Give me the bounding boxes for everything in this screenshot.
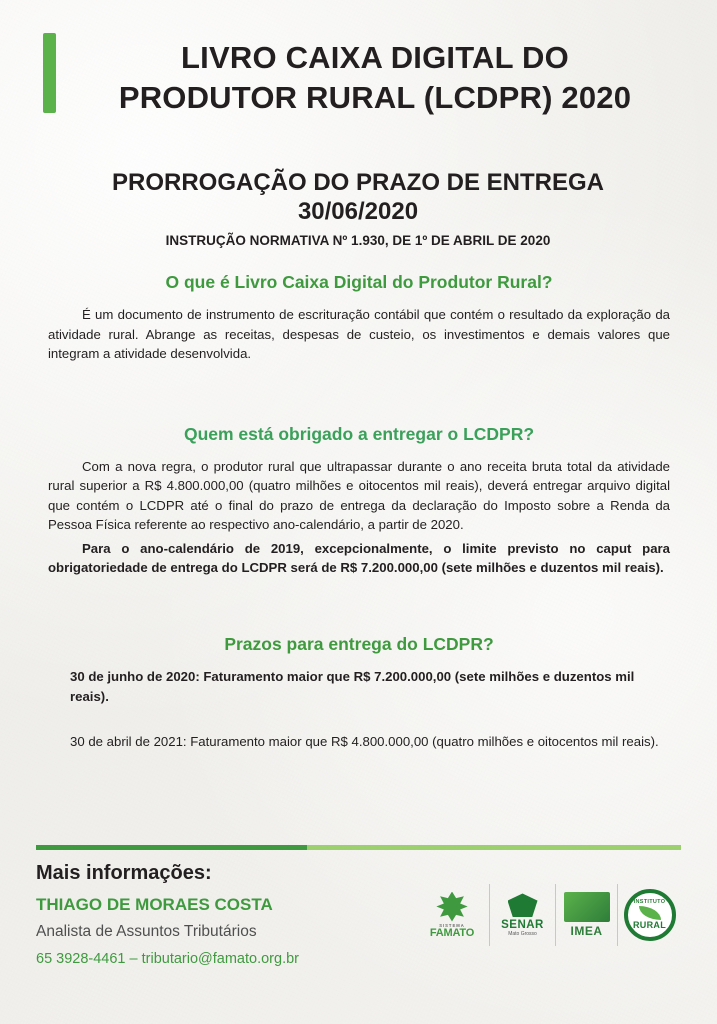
footer-contact-name: THIAGO DE MORAES COSTA <box>36 895 273 914</box>
section-paragraph-obligated-exception: Para o ano-calendário de 2019, excepcionalmente, o limite previsto no caput para obrigatoriedade de entrega do LCDPR será de R$ 7.200.000,00 (sete milhões e duzentos mil reais). <box>48 540 670 576</box>
title-line-1: LIVRO CAIXA DIGITAL DO <box>181 40 569 75</box>
section-heading-definition: O que é Livro Caixa Digital do Produtor Rural? <box>165 272 553 292</box>
leaf-icon <box>435 892 469 922</box>
shield-icon <box>508 893 538 917</box>
subtitle-line-2: 30/06/2020 <box>297 198 419 226</box>
section-heading-deadlines: Prazos para entrega do LCDPR? <box>224 633 494 654</box>
rural-logo-toplabel: INSTITUTO <box>633 898 666 905</box>
section-heading-obligated: Quem está obrigado a entregar o LCDPR? <box>183 423 535 444</box>
subtitle-line-3: INSTRUÇÃO NORMATIVA Nº 1.930, DE 1º DE ABRIL DE 2020 <box>165 232 551 248</box>
header-accent-bar <box>43 33 56 113</box>
footer-divider <box>36 845 681 850</box>
section-paragraph-definition: É um documento de instrumento de escrituração contábil que contém o resultado da exploração da atividade rural. Abrange as receitas, despesas de custeio, os investimentos e demais valores que integram a atividade desenvolvida. <box>48 307 670 362</box>
section-paragraph-obligated: Com a nova regra, o produtor rural que ultrapassar durante o ano receita bruta total da atividade rural superior a R$ 4.800.000,00 (quatro milhões e oitocentos mil reais), deverá entregar arquivo digital que contém o LCDPR até o final do prazo de entrega da declaração do Imposto sobre a Renda da Pessoa Física referente ao respectivo ano-calendário, a partir de 2020. <box>48 458 670 533</box>
circle-badge-icon <box>624 889 676 941</box>
footer-contact-details: 65 3928-4461 – tributario@famato.org.br <box>36 951 299 967</box>
famato-logo <box>415 884 489 946</box>
spacer <box>48 368 670 424</box>
deadline-item-2020: 30 de junho de 2020: Faturamento maior que R$ 7.200.000,00 (sete milhões e duzentos mil reais). <box>70 668 635 704</box>
imea-logo-label: IMEA <box>570 924 603 938</box>
senar-logo <box>489 884 555 946</box>
rural-logo-label: RURAL <box>633 920 666 931</box>
title-line-2: PRODUTOR RURAL (LCDPR) 2020 <box>118 79 632 115</box>
page-title <box>70 38 680 117</box>
logo-strip <box>415 884 681 946</box>
famato-logo-label: FAMATO <box>429 926 475 939</box>
senar-logo-label: SENAR <box>501 919 544 932</box>
rural-logo <box>617 884 681 946</box>
footer-contact-role: Analista de Assuntos Tributários <box>36 923 257 940</box>
subtitle-block <box>58 168 658 248</box>
famato-system-label: SISTEMA <box>439 922 465 928</box>
spacer <box>48 582 670 634</box>
subtitle-line-1: PRORROGAÇÃO DO PRAZO DE ENTREGA <box>111 169 605 196</box>
footer <box>36 862 681 992</box>
spacer <box>48 706 670 732</box>
senar-logo-sublabel: Mato Grosso <box>508 930 537 937</box>
footer-title: Mais informações: <box>36 862 212 884</box>
imea-mark-icon <box>564 892 610 922</box>
document-body <box>48 272 670 752</box>
leaf-icon <box>639 906 661 920</box>
imea-logo <box>555 884 617 946</box>
deadline-item-2021: 30 de abril de 2021: Faturamento maior que R$ 4.800.000,00 (quatro milhões e oitocentos mil reais). <box>70 734 659 750</box>
